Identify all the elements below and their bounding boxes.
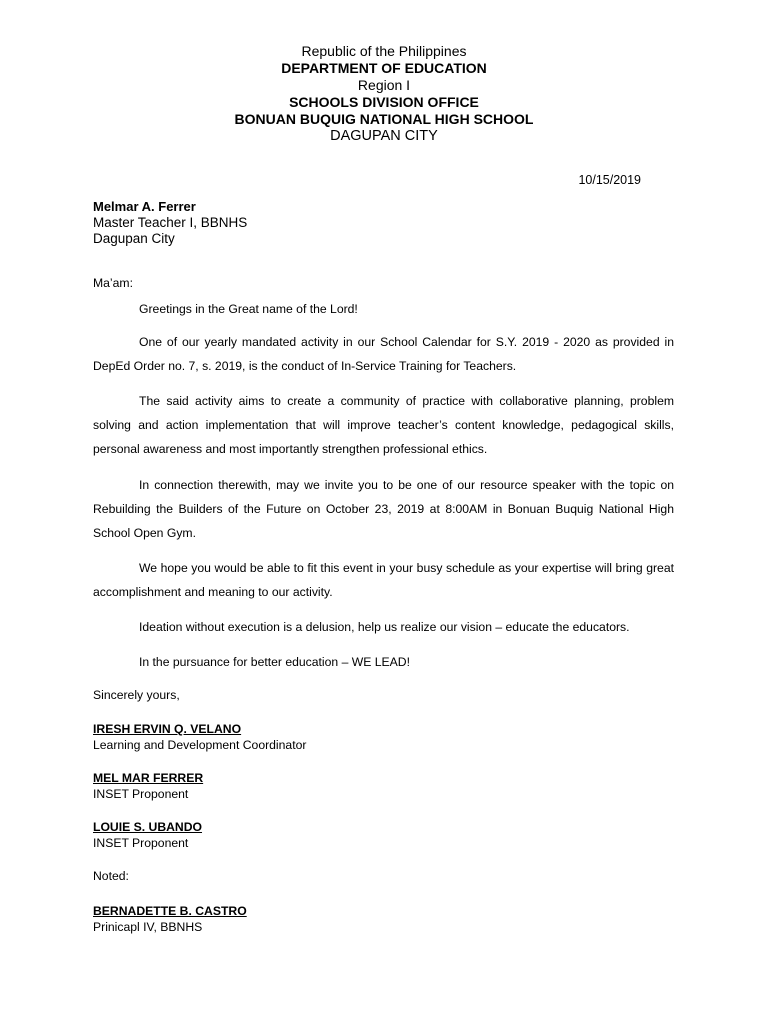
recipient-position: Master Teacher I, BBNHS [93, 215, 248, 230]
letterhead-school: BONUAN BUQUIG NATIONAL HIGH SCHOOL [234, 111, 534, 127]
salutation: Ma’am: [93, 276, 133, 290]
paragraph-text: In connection therewith, may we invite you to be one of our resource speaker with the topic on Rebuilding the Builders of the Future on October 23, 2019 at 8:00AM in Bonuan Buquig National High School Open Gym. [93, 478, 674, 540]
letter-date: 10/15/2019 [578, 173, 641, 187]
recipient-block [93, 199, 247, 247]
signatory-block [93, 819, 202, 851]
signatory-name: IRESH ERVIN Q. VELANO [93, 722, 242, 736]
noted-label: Noted: [93, 869, 129, 883]
paragraph-schedule [93, 556, 674, 604]
paragraph-text: One of our yearly mandated activity in our School Calendar for S.Y. 2019 - 2020 as provided in DepEd Order no. 7, s. 2019, is the conduct of In-Service Training for Teachers. [93, 335, 674, 373]
paragraph-motto [93, 650, 674, 674]
signatory-block [93, 770, 203, 802]
letterhead-city: DAGUPAN CITY [330, 128, 438, 144]
recipient-address: Dagupan City [93, 231, 175, 246]
paragraph-calendar [93, 330, 674, 378]
paragraph-vision [93, 615, 674, 639]
paragraph-greeting [93, 297, 674, 321]
noted-by-block [93, 903, 247, 935]
paragraph-text: In the pursuance for better education – WE LEAD! [139, 655, 410, 669]
signatory-block [93, 721, 306, 753]
paragraph-aims [93, 389, 674, 461]
signatory-name: MEL MAR FERRER [93, 771, 204, 785]
recipient-name: Melmar A. Ferrer [93, 199, 196, 214]
closing: Sincerely yours, [93, 688, 180, 702]
letterhead [0, 43, 768, 145]
letterhead-republic: Republic of the Philippines [301, 43, 467, 59]
noted-by-title: Prinicapl IV, BBNHS [93, 920, 203, 934]
signatory-title: Learning and Development Coordinator [93, 738, 307, 752]
paragraph-text: Ideation without execution is a delusion, help us realize our vision – educate the educators. [139, 620, 630, 634]
signatory-title: INSET Proponent [93, 836, 189, 850]
paragraph-text: We hope you would be able to fit this event in your busy schedule as your expertise will bring great accomplishment and meaning to our activity. [93, 561, 674, 599]
paragraph-text: Greetings in the Great name of the Lord! [139, 302, 358, 316]
paragraph-invitation [93, 473, 674, 545]
letterhead-department: DEPARTMENT OF EDUCATION [281, 60, 487, 76]
noted-by-name: BERNADETTE B. CASTRO [93, 904, 247, 918]
signatory-name: LOUIE S. UBANDO [93, 820, 203, 834]
letterhead-region: Region I [357, 77, 411, 93]
paragraph-text: The said activity aims to create a community of practice with collaborative planning, problem solving and action implementation that will improve teacher’s content knowledge, pedagogical skills, personal awareness and most importantly strengthen professional ethics. [93, 394, 674, 456]
signatory-title: INSET Proponent [93, 787, 189, 801]
letterhead-division: SCHOOLS DIVISION OFFICE [289, 94, 479, 110]
